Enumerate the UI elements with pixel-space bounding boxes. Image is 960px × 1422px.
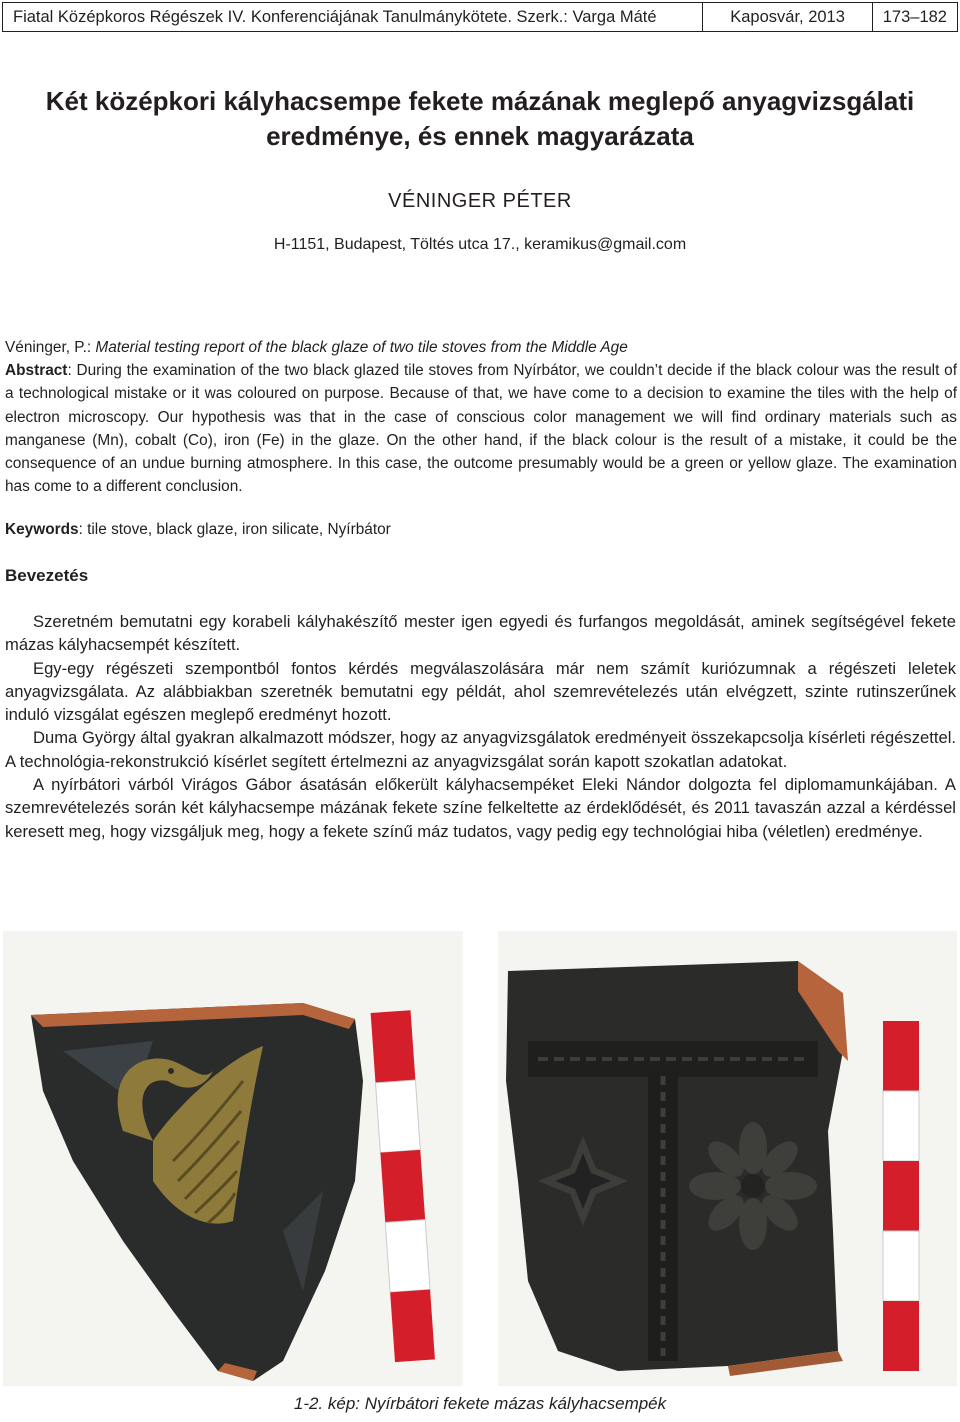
abstract-paragraph [5,359,957,498]
photo-tile-rosette [498,931,957,1386]
body-paragraph: Szeretném bemutatni egy korabeli kályhakészítő mester igen egyedi és furfangos megoldását, aminek segítségével fekete mázas kályhacsempét készített. [5,612,956,655]
place-year: Kaposvár, 2013 [703,3,872,31]
tile-bird-illustration [3,931,463,1386]
section-heading: Bevezetés [5,566,89,585]
journal-name: Fiatal Középkoros Régészek IV. Konferenciájának Tanulmánykötete. Szerk.: Varga Máté [3,3,703,31]
author-name: VÉNINGER PÉTER [388,190,572,212]
citation-author: Véninger, P.: [5,339,96,356]
photo-tile-bird [3,931,463,1386]
abstract-text: : During the examination of the two black glazed tile stoves from Nyírbátor, we couldn’t decide if the black colour was the result of a technological mistake or it was coloured on purpose. Because of that, we have come to a decision to examine the tiles with the help of electron microscopy. Our hypothesis was that in the case of conscious color management we will find ordinary materials such as manganese (Mn), cobalt (Co), iron (Fe) in the glaze. On the other hand, if the black colour is the result of a mistake, it could be the consequence of an undue burning atmosphere. In this case, the outcome presumably would be a green or yellow glaze. The examination has come to a different conclusion. [5,362,957,496]
article-title: Két középkori kályhacsempe fekete mázának meglepő anyagvizsgálati eredménye, és ennek magyarázata [45,86,915,151]
figure [3,931,957,1386]
keywords-line [5,521,391,539]
keywords-text: : tile stove, black glaze, iron silicate, Nyírbátor [78,521,391,538]
scale-bar [883,1021,919,1371]
page-range: 173–182 [882,7,947,26]
section-body [5,610,956,843]
author-address: H-1151, Budapest, Töltés utca 17., keramikus@gmail.com [273,236,687,253]
body-paragraph: A nyírbátori várból Virágos Gábor ásatásán előkerült kályhacsempéket Eleki Nándor dolgozta fel diplomamunkájában. A szemrevételezés során két kályhacsempe mázának fekete színe felkeltette az érdeklődését, és 2011 tavaszán azzal a kérdéssel keresett meg, hogy vizsgáljuk meg, hogy a fekete színű máz tudatos, vagy pedig egy technológiai hiba (véletlen) eredménye. [5,775,956,841]
running-header [2,2,958,32]
keywords-label: Keywords [5,521,79,538]
body-paragraph: Duma György által gyakran alkalmazott módszer, hogy az anyagvizsgálatok eredményeit összekapcsolja kísérleti régészettel. A technológia-rekonstrukció kísérlet segített értelmezni az anyagvizsgálat során kapott szokatlan adatokat. [5,728,956,771]
body-paragraph: Egy-egy régészeti szempontból fontos kérdés megválaszolására már nem számít kuriózumnak a régészeti leletek anyagvizsgálata. Az alábbiakban szeretnék bemutatni egy példát, ahol szemrevételezés után elvégzett, szinte rutinszerűnek induló vizsgálat egészen meglepő eredményt hozott. [5,658,956,725]
abstract-label: Abstract [5,362,68,380]
tile-rosette-illustration [498,931,957,1386]
figure-caption: 1-2. kép: Nyírbátori fekete mázas kályhacsempék [293,1394,667,1413]
citation-line [5,336,957,359]
citation-title: Material testing report of the black glaze of two tile stoves from the Middle Age [95,339,628,356]
abstract-block [5,336,957,498]
